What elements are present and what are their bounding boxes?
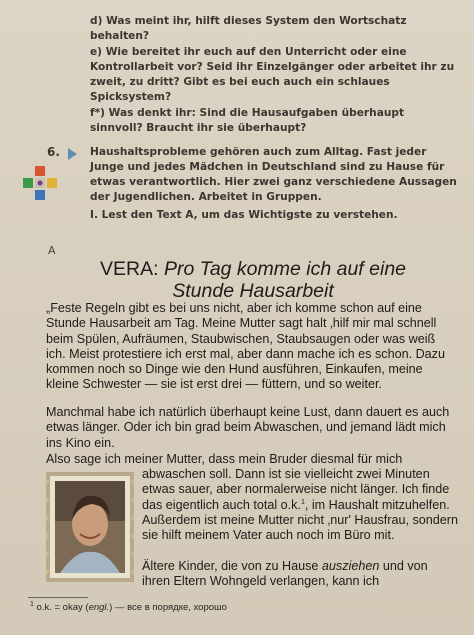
- play-arrow-icon: [68, 148, 77, 160]
- paragraph-4-a: Ältere Kinder, die von zu Hause: [142, 559, 322, 573]
- paragraph-3-right-a: abwaschen soll. Dann ist sie vielleicht zwei Minuten etwas sauer, aber normalerweise nicht länger. Ich finde das eigentlich auch total o.k.: [142, 467, 450, 512]
- question-d: d) Was meint ihr, hilft dieses System den Wortschatz behalten?: [90, 15, 407, 42]
- paragraph-4-italic: ausziehen: [321, 559, 380, 573]
- paragraph-3-right-b: , im Haushalt mitzuhelfen. Außerdem ist meine Mutter nicht ‚nur' Hausfrau, sondern sie hilft meinem Vater auch noch im Büro mit.: [142, 497, 458, 543]
- title-line2: Stunde Hausarbeit: [172, 280, 334, 302]
- paragraph-2: Manchmal habe ich natürlich überhaupt keine Lust, dann dauert es auch etwas länger. Oder ich bin grad beim Abwaschen, und jemand lädt mich ins Kino ein.: [46, 405, 450, 450]
- paragraph-3-right: [142, 467, 458, 543]
- paragraph-4-b: und von ihren Eltern Wohngeld verlangen, kann ich: [142, 559, 428, 589]
- title-name: VERA:: [99, 258, 159, 280]
- footnote-number: 1: [30, 600, 34, 608]
- footnote: [30, 602, 450, 614]
- footnote-divider: [28, 597, 88, 598]
- paragraph-3-top: Also sage ich meiner Mutter, dass mein Bruder diesmal für mich: [46, 452, 403, 466]
- question-f: f*) Was denkt ihr: Sind die Hausaufgaben überhaupt sinnvoll? Braucht ihr sie überhaupt?: [90, 107, 405, 134]
- task-number: 6.: [47, 145, 60, 159]
- puzzle-group-icon: [22, 165, 58, 201]
- task-text: Haushaltsprobleme gehören auch zum Alltag. Fast jeder Junge und jedes Mädchen in Deutschland sind zu Hause für etwas verantwortlich. Hier zwei ganz verschiedene Aussagen der Jugendlichen. Arbeitet in Gruppen.: [90, 146, 457, 203]
- section-label: A: [48, 244, 56, 257]
- paragraph-1: „Feste Regeln gibt es bei uns nicht, aber ich komme schon auf eine Stunde Hausarbeit am Tag. Meine Mutter sagt halt ‚hilf mir mal schnell beim Spülen, Aufräumen, Staubwischen, Staubsaugen oder was weiß ich. Meist protestiere ich erst mal, aber dann mache ich es schon. Dazu kommen noch so Dinge wie den Hund ausführen, Einkaufen, meine kleine Schwester — sie ist erst drei — füttern, und so weiter.: [46, 301, 445, 392]
- footnote-b: ) — все в порядке, хорошо: [109, 602, 227, 613]
- footnote-a: o.k. = okay (: [33, 602, 89, 613]
- paragraph-4: [142, 559, 458, 590]
- footnote-italic: engl.: [88, 602, 110, 613]
- text-title: [48, 258, 458, 302]
- question-e: e) Wie bereitet ihr euch auf den Unterricht oder eine Kontrollarbeit vor? Seid ihr Einzelgänger oder arbeitet ihr zu zweit, zu dritt? Gibt es bei euch auch ein schlaues Spicksystem?: [90, 46, 455, 103]
- footnote-marker: 1: [300, 498, 305, 506]
- title-line1: Pro Tag komme ich auf eine: [163, 258, 407, 280]
- task-instruction: I. Lest den Text A, um das Wichtigste zu verstehen.: [90, 209, 398, 221]
- stamp-photo: [46, 472, 134, 582]
